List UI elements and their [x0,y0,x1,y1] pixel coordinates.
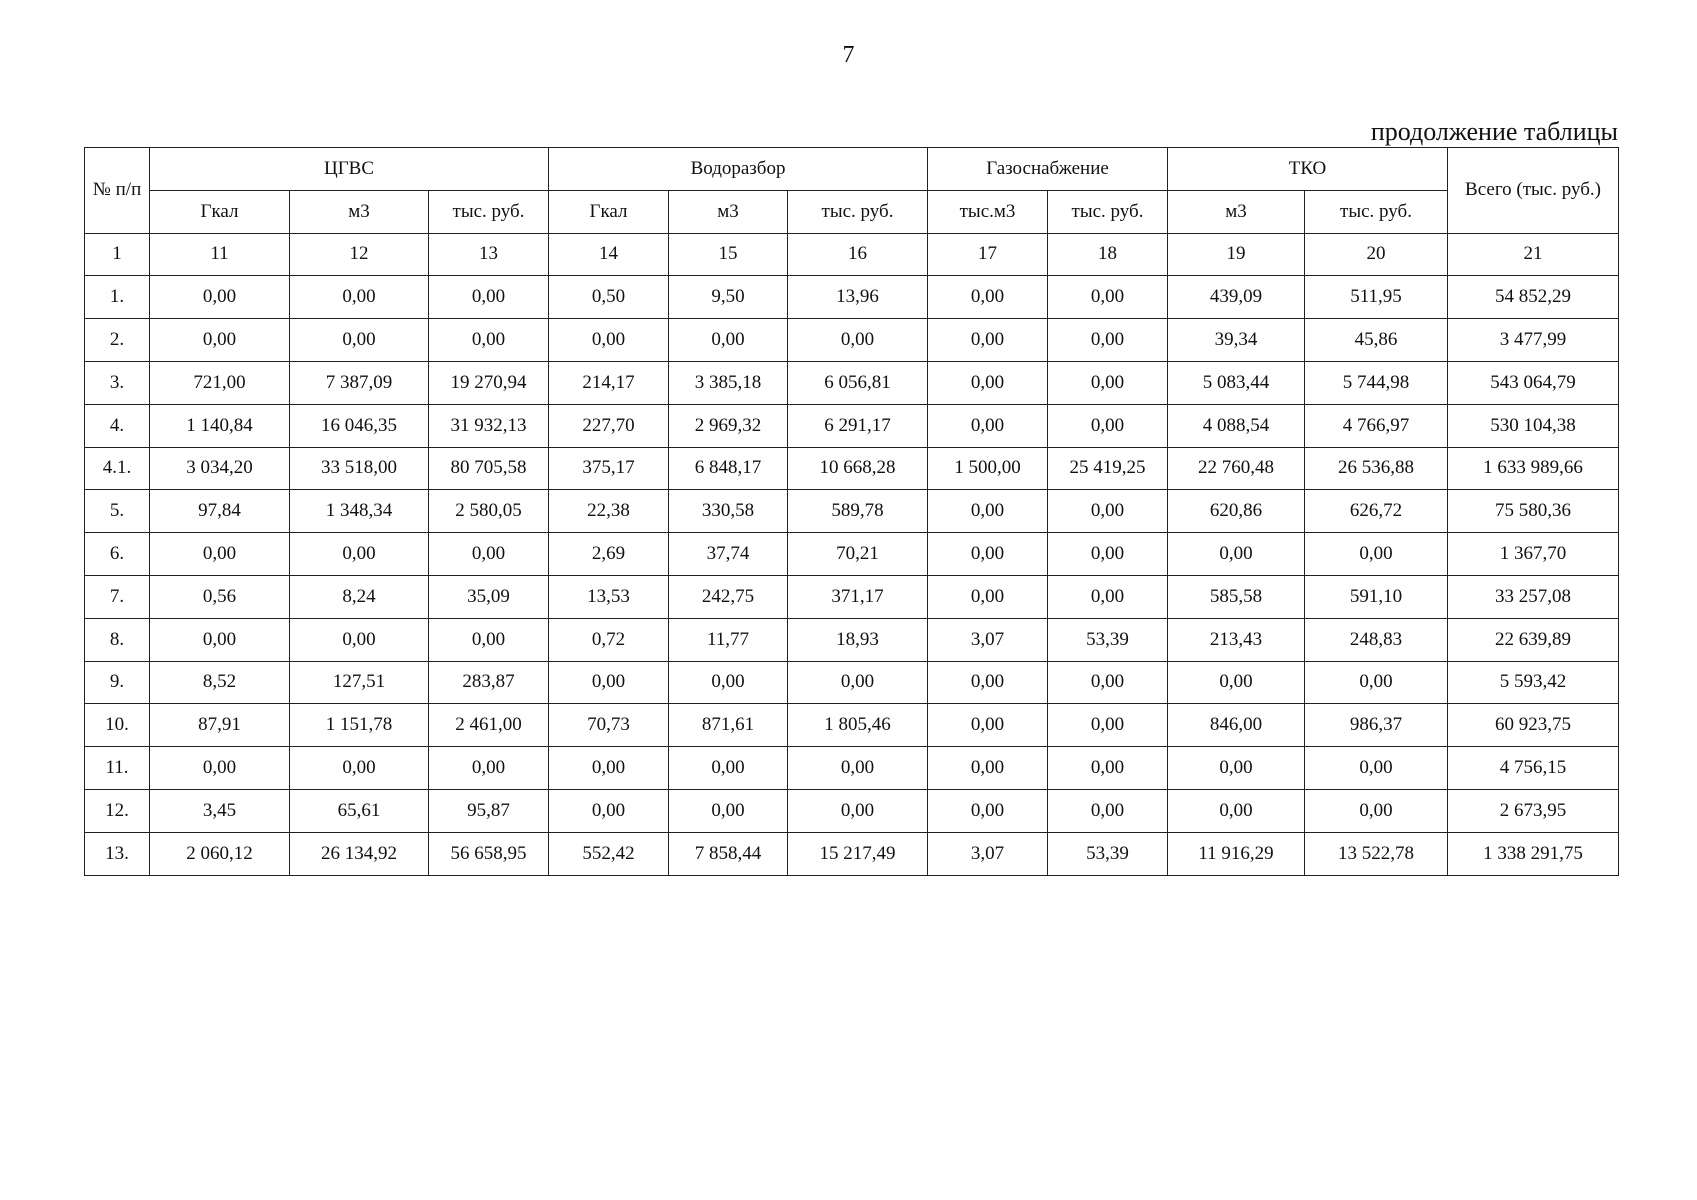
table-row [85,661,1619,704]
table-cell: 0,00 [1048,319,1168,362]
table-cell: 9,50 [669,276,788,319]
table-cell: 11 916,29 [1168,832,1305,875]
table-cell: 70,21 [788,533,928,576]
table-cell: 4 088,54 [1168,404,1305,447]
table-cell: 33 518,00 [290,447,429,490]
unit-header: тыс. руб. [1048,190,1168,233]
table-cell: 871,61 [669,704,788,747]
table-cell: 0,50 [549,276,669,319]
table-cell: 0,00 [429,319,549,362]
table-cell: 4 766,97 [1305,404,1448,447]
table-cell: 53,39 [1048,832,1168,875]
table-cell: 1 338 291,75 [1448,832,1619,875]
table-cell: 33 257,08 [1448,575,1619,618]
num-header: № п/п [85,148,150,234]
page-number: 7 [842,42,855,68]
table-cell: 0,72 [549,618,669,661]
table-cell: 0,00 [928,276,1048,319]
table-cell: 585,58 [1168,575,1305,618]
unit-header: м3 [290,190,429,233]
table-cell: 626,72 [1305,490,1448,533]
row-number-cell: 2. [85,319,150,362]
table-cell: 3,45 [150,789,290,832]
table-cell: 330,58 [669,490,788,533]
group-header-gas: Газоснабжение [928,148,1168,191]
table-row [85,447,1619,490]
table-cell: 75 580,36 [1448,490,1619,533]
table-cell: 0,00 [1048,361,1168,404]
unit-header: тыс.м3 [928,190,1048,233]
unit-header: тыс. руб. [429,190,549,233]
column-number-cell: 16 [788,233,928,276]
table-cell: 13,96 [788,276,928,319]
column-number-cell: 12 [290,233,429,276]
table-cell: 3 034,20 [150,447,290,490]
table-cell: 2 580,05 [429,490,549,533]
table-cell: 3 477,99 [1448,319,1619,362]
unit-header: м3 [1168,190,1305,233]
table-cell: 0,00 [150,533,290,576]
table-row [85,747,1619,790]
total-header: Всего (тыс. руб.) [1448,148,1619,234]
row-number-cell: 9. [85,661,150,704]
table-cell: 0,00 [549,789,669,832]
group-header-vodorazbor: Водоразбор [549,148,928,191]
table-cell: 0,00 [788,747,928,790]
table-cell: 3,07 [928,832,1048,875]
table-cell: 6 291,17 [788,404,928,447]
table-row [85,789,1619,832]
table-cell: 0,00 [429,618,549,661]
table-cell: 1 500,00 [928,447,1048,490]
table-cell: 371,17 [788,575,928,618]
table-cell: 0,00 [928,704,1048,747]
row-number-cell: 12. [85,789,150,832]
table-cell: 0,00 [669,661,788,704]
row-number-cell: 8. [85,618,150,661]
table-cell: 0,00 [1048,404,1168,447]
table-cell: 1 367,70 [1448,533,1619,576]
table-row [85,575,1619,618]
column-number-cell: 11 [150,233,290,276]
table-row [85,276,1619,319]
table-cell: 0,56 [150,575,290,618]
row-number-cell: 5. [85,490,150,533]
table-cell: 0,00 [1048,704,1168,747]
table-cell: 65,61 [290,789,429,832]
table-row [85,490,1619,533]
column-number-row [85,233,1619,276]
table-cell: 5 744,98 [1305,361,1448,404]
row-number-cell: 4.1. [85,447,150,490]
table-cell: 26 536,88 [1305,447,1448,490]
table-cell: 0,00 [788,319,928,362]
continuation-label: продолжение таблицы [1370,117,1618,146]
group-header-row [85,148,1619,191]
table-cell: 0,00 [669,789,788,832]
table-cell: 0,00 [1048,789,1168,832]
unit-header-row [85,190,1619,233]
row-number-cell: 3. [85,361,150,404]
table-cell: 846,00 [1168,704,1305,747]
table-cell: 8,24 [290,575,429,618]
table-cell: 0,00 [928,575,1048,618]
unit-header: Гкал [150,190,290,233]
column-number-cell: 21 [1448,233,1619,276]
group-header-cgvs: ЦГВС [150,148,549,191]
table-cell: 589,78 [788,490,928,533]
group-header-tko: ТКО [1168,148,1448,191]
table-cell: 511,95 [1305,276,1448,319]
row-number-cell: 1. [85,276,150,319]
table-cell: 11,77 [669,618,788,661]
table-cell: 70,73 [549,704,669,747]
table-cell: 97,84 [150,490,290,533]
table-cell: 0,00 [150,618,290,661]
table-cell: 0,00 [290,319,429,362]
table-cell: 242,75 [669,575,788,618]
table-cell: 13,53 [549,575,669,618]
column-number-cell: 18 [1048,233,1168,276]
table-cell: 0,00 [669,747,788,790]
table-cell: 16 046,35 [290,404,429,447]
table-cell: 0,00 [1305,789,1448,832]
table-cell: 5 593,42 [1448,661,1619,704]
table-cell: 0,00 [1168,661,1305,704]
table-cell: 0,00 [1305,661,1448,704]
table-cell: 80 705,58 [429,447,549,490]
table-cell: 0,00 [928,789,1048,832]
table-cell: 721,00 [150,361,290,404]
table-cell: 0,00 [928,404,1048,447]
table-cell: 4 756,15 [1448,747,1619,790]
table-cell: 2 673,95 [1448,789,1619,832]
table-cell: 543 064,79 [1448,361,1619,404]
table-cell: 60 923,75 [1448,704,1619,747]
table-cell: 0,00 [290,618,429,661]
table-cell: 1 348,34 [290,490,429,533]
table-cell: 0,00 [1048,533,1168,576]
table-cell: 0,00 [549,661,669,704]
table-cell: 0,00 [290,533,429,576]
table-cell: 0,00 [788,661,928,704]
table-cell: 591,10 [1305,575,1448,618]
table-cell: 22 760,48 [1168,447,1305,490]
table-cell: 0,00 [1048,747,1168,790]
unit-header: тыс. руб. [788,190,928,233]
table-cell: 0,00 [788,789,928,832]
table-cell: 3 385,18 [669,361,788,404]
unit-header: тыс. руб. [1305,190,1448,233]
table-cell: 0,00 [1168,533,1305,576]
row-number-cell: 7. [85,575,150,618]
table-cell: 986,37 [1305,704,1448,747]
table-cell: 530 104,38 [1448,404,1619,447]
row-number-cell: 4. [85,404,150,447]
table-cell: 2 969,32 [669,404,788,447]
table-row [85,361,1619,404]
table-cell: 95,87 [429,789,549,832]
table-cell: 0,00 [1168,789,1305,832]
table-cell: 0,00 [429,533,549,576]
table-cell: 26 134,92 [290,832,429,875]
table-cell: 19 270,94 [429,361,549,404]
table-cell: 0,00 [928,319,1048,362]
table-cell: 0,00 [1305,747,1448,790]
table-row [85,319,1619,362]
unit-header: м3 [669,190,788,233]
column-number-cell: 1 [85,233,150,276]
table-cell: 5 083,44 [1168,361,1305,404]
table-row [85,832,1619,875]
table-cell: 7 387,09 [290,361,429,404]
table-cell: 22 639,89 [1448,618,1619,661]
table-cell: 0,00 [928,490,1048,533]
table-cell: 13 522,78 [1305,832,1448,875]
table-cell: 18,93 [788,618,928,661]
table-cell: 10 668,28 [788,447,928,490]
table-cell: 1 140,84 [150,404,290,447]
table-row [85,618,1619,661]
column-number-cell: 17 [928,233,1048,276]
column-number-cell: 13 [429,233,549,276]
table-cell: 127,51 [290,661,429,704]
table-cell: 45,86 [1305,319,1448,362]
table-cell: 87,91 [150,704,290,747]
table-cell: 439,09 [1168,276,1305,319]
table-body [85,233,1619,875]
table-cell: 2,69 [549,533,669,576]
table-cell: 620,86 [1168,490,1305,533]
table-cell: 39,34 [1168,319,1305,362]
table-row [85,533,1619,576]
row-number-cell: 6. [85,533,150,576]
table-cell: 6 056,81 [788,361,928,404]
column-number-cell: 14 [549,233,669,276]
table-cell: 3,07 [928,618,1048,661]
table-cell: 0,00 [928,361,1048,404]
table-cell: 0,00 [290,747,429,790]
table-row [85,404,1619,447]
table-cell: 0,00 [429,276,549,319]
column-number-cell: 15 [669,233,788,276]
table-cell: 375,17 [549,447,669,490]
row-number-cell: 13. [85,832,150,875]
table-cell: 7 858,44 [669,832,788,875]
table-cell: 0,00 [549,319,669,362]
table-cell: 1 633 989,66 [1448,447,1619,490]
table-cell: 35,09 [429,575,549,618]
table-cell: 1 805,46 [788,704,928,747]
table-row [85,704,1619,747]
table-cell: 213,43 [1168,618,1305,661]
table-cell: 0,00 [290,276,429,319]
table-cell: 0,00 [928,747,1048,790]
table-cell: 37,74 [669,533,788,576]
table-cell: 2 461,00 [429,704,549,747]
table-cell: 2 060,12 [150,832,290,875]
table-cell: 8,52 [150,661,290,704]
table-cell: 214,17 [549,361,669,404]
table-cell: 0,00 [928,661,1048,704]
table-cell: 0,00 [429,747,549,790]
data-table [84,147,1619,876]
table-cell: 1 151,78 [290,704,429,747]
table-cell: 0,00 [1168,747,1305,790]
table-cell: 0,00 [150,276,290,319]
table-cell: 0,00 [549,747,669,790]
table-cell: 0,00 [928,533,1048,576]
column-number-cell: 19 [1168,233,1305,276]
table-cell: 0,00 [1048,575,1168,618]
row-number-cell: 11. [85,747,150,790]
table-cell: 0,00 [1048,276,1168,319]
table-cell: 248,83 [1305,618,1448,661]
table-cell: 0,00 [669,319,788,362]
table-cell: 0,00 [1305,533,1448,576]
table-cell: 15 217,49 [788,832,928,875]
table-cell: 552,42 [549,832,669,875]
table-cell: 227,70 [549,404,669,447]
table-cell: 25 419,25 [1048,447,1168,490]
column-number-cell: 20 [1305,233,1448,276]
table-cell: 56 658,95 [429,832,549,875]
table-cell: 0,00 [1048,490,1168,533]
table-cell: 54 852,29 [1448,276,1619,319]
table-cell: 0,00 [150,319,290,362]
table-cell: 31 932,13 [429,404,549,447]
table-cell: 0,00 [1048,661,1168,704]
row-number-cell: 10. [85,704,150,747]
table-cell: 0,00 [150,747,290,790]
table-cell: 22,38 [549,490,669,533]
table-cell: 53,39 [1048,618,1168,661]
table-cell: 283,87 [429,661,549,704]
unit-header: Гкал [549,190,669,233]
table-cell: 6 848,17 [669,447,788,490]
